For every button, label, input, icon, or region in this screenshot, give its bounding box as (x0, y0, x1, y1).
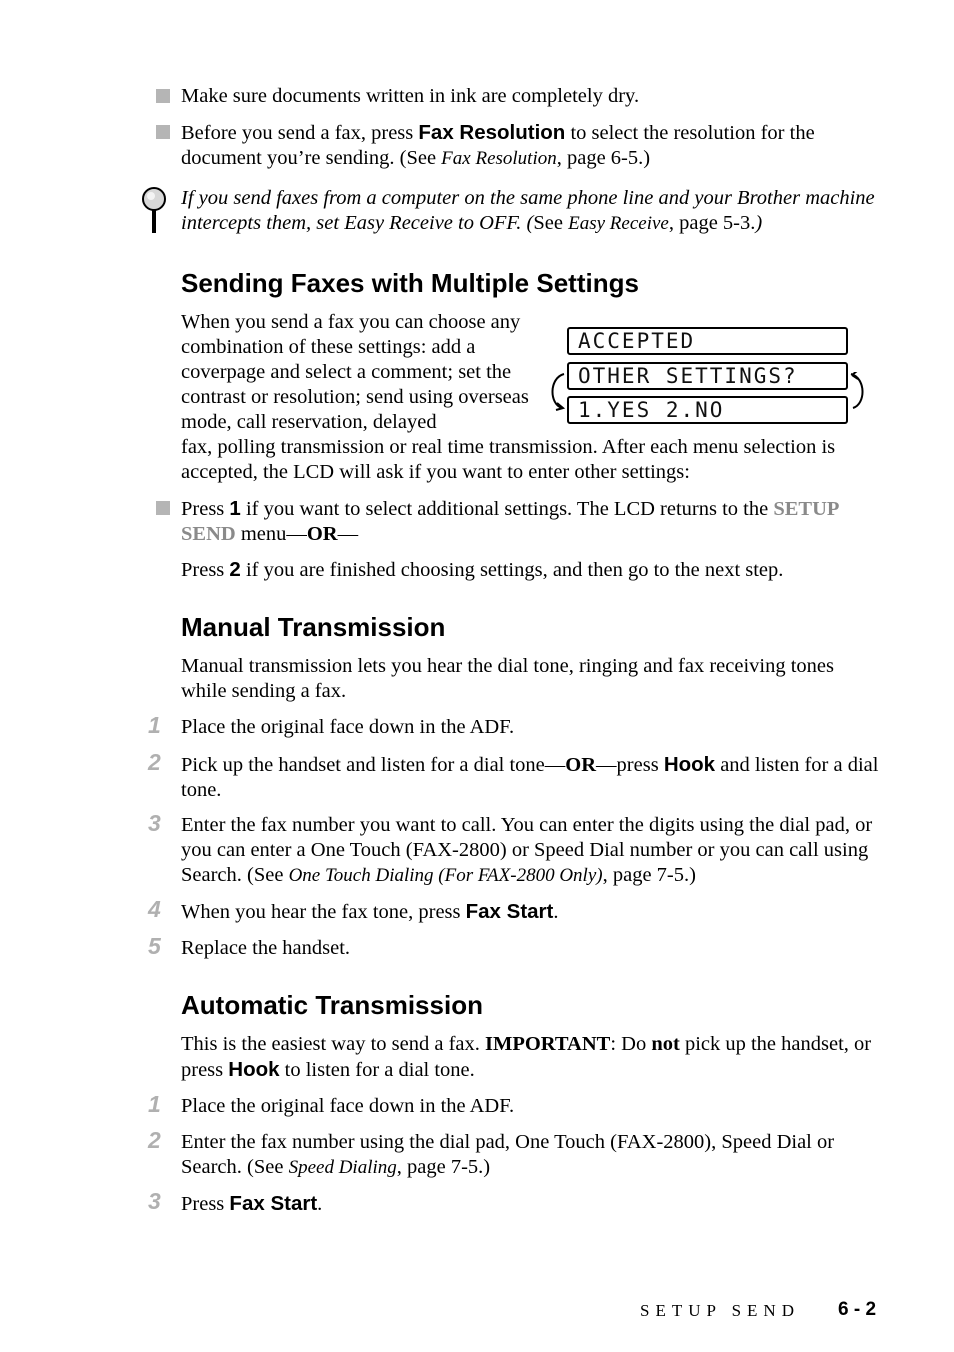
text-run: , page 7-5.) (602, 864, 696, 886)
key-fax-start: Fax Start (465, 900, 554, 923)
key-hook: Hook (228, 1058, 280, 1081)
paragraph (181, 310, 541, 435)
section-heading: Automatic Transmission (181, 990, 483, 1020)
step-number: 1 (148, 1091, 161, 1117)
text-run: . (553, 901, 559, 923)
step-text (181, 1094, 881, 1119)
text-run: , page 7-5.) (396, 1156, 491, 1178)
text-run: See (533, 212, 569, 234)
bullet-text (181, 120, 881, 171)
bullet-text (181, 496, 881, 547)
section-heading: Sending Faxes with Multiple Settings (181, 268, 639, 298)
or-text: OR (565, 754, 597, 776)
text-run: if you want to select additional settings. The LCD returns to the (240, 498, 774, 520)
text-run: . (317, 1193, 323, 1215)
text-run: fax, polling transmission or real time transmission. After each menu selection is accepted, the LCD will ask if you want to enter other settings: (181, 436, 836, 483)
footer-page-number: 6 - 2 (838, 1299, 877, 1320)
text-run: Enter the fax number using the dial pad, One Touch (FAX-2800), Speed Dial or Search. (See (181, 1131, 835, 1178)
bullet-marker (156, 89, 170, 103)
step-text (181, 899, 881, 925)
text-run: , page 5-3. (668, 212, 756, 234)
lcd-text: 1.YES 2.NO (578, 398, 725, 422)
menu-name: SETUP SEND (181, 498, 839, 545)
text-run: If you send faxes from a computer on the same phone line and your Brother machine intercepts them, set Easy Receive to OFF. ( (181, 187, 875, 234)
key-hook: Hook (663, 753, 716, 776)
step-text (181, 715, 881, 740)
note-pin-icon (140, 186, 168, 236)
text-run: , page 6-5.) (556, 147, 651, 169)
text-run: When you send a fax you can choose any combination of these settings: add a coverpage and select a comment; set the contrast or resolution; send using overseas mode, call reservation, delayed (181, 311, 529, 433)
text-run: : Do (610, 1033, 652, 1055)
text-run: Place the original face down in the ADF. (181, 1095, 515, 1117)
bullet-marker (156, 125, 170, 139)
text-run: Manual transmission lets you hear the dial tone, ringing and fax receiving tones while sending a fax. (181, 655, 834, 702)
text-run: When you hear the fax tone, press (181, 901, 466, 923)
cross-reference: Easy Receive (568, 213, 669, 234)
lcd-line-1 (567, 327, 848, 355)
paragraph (181, 557, 881, 583)
step-number: 3 (148, 810, 161, 836)
step-number: 5 (148, 933, 161, 959)
text-run: to listen for a dial tone. (279, 1059, 475, 1081)
text-run: Press (181, 559, 230, 581)
key-fax-start: Fax Start (229, 1192, 318, 1215)
key-2: 2 (229, 558, 241, 581)
cross-reference: Speed Dialing (288, 1157, 397, 1178)
emphasis-text: not (651, 1033, 680, 1055)
text-run: to select the resolution for the document you’re sending. (See (181, 122, 815, 169)
paragraph (181, 654, 881, 704)
lcd-line-2 (567, 362, 848, 390)
curved-arrow-right-icon (848, 372, 868, 412)
step-text (181, 1130, 881, 1180)
key-1: 1 (229, 497, 241, 520)
text-run: —press (596, 754, 664, 776)
curved-arrow-left-icon (547, 372, 567, 412)
step-text (181, 1191, 881, 1217)
text-run: This is the easiest way to send a fax. (181, 1033, 486, 1055)
bullet-text (181, 84, 881, 109)
footer-section-label: SETUP SEND (640, 1301, 800, 1320)
text-run: pick up the handset, or press (181, 1033, 872, 1081)
important-text: IMPORTANT (485, 1033, 611, 1055)
key-fax-resolution: Fax Resolution (418, 121, 566, 144)
text-run: Place the original face down in the ADF. (181, 716, 515, 738)
paragraph (181, 1032, 881, 1083)
text-run: Enter the fax number you want to call. You can enter the digits using the dial pad, or you can enter a One Touch (FAX-2800) or Speed Dial number or you can call using Search. (See (181, 814, 873, 886)
bullet-marker (156, 501, 170, 515)
section-heading: Manual Transmission (181, 612, 446, 642)
step-number: 2 (148, 749, 161, 775)
text-run: Replace the handset. (181, 937, 351, 959)
step-number: 1 (148, 712, 161, 738)
text-run: Pick up the handset and listen for a dial tone— (181, 754, 566, 776)
step-text (181, 936, 881, 961)
cross-reference: One Touch Dialing (For FAX-2800 Only) (288, 865, 603, 886)
text-run: and listen for a dial tone. (181, 754, 879, 801)
paragraph (181, 435, 881, 485)
step-text (181, 752, 881, 803)
text-run: Before you send a fax, press (181, 122, 419, 144)
text-run: — (337, 523, 359, 545)
lcd-text: OTHER SETTINGS? (578, 364, 798, 388)
text-run: ) (755, 212, 763, 234)
step-number: 3 (148, 1188, 161, 1214)
step-text (181, 813, 881, 888)
or-text: OR (306, 523, 338, 545)
text-run: if you are finished choosing settings, and then go to the next step. (240, 559, 784, 581)
step-number: 2 (148, 1127, 161, 1153)
text-run: Press (181, 498, 230, 520)
text-run: Press (181, 1193, 230, 1215)
lcd-text: ACCEPTED (578, 329, 696, 353)
step-number: 4 (148, 896, 161, 922)
text-run: menu— (235, 523, 307, 545)
note-text (181, 186, 881, 236)
lcd-line-3 (567, 396, 848, 424)
cross-reference: Fax Resolution (441, 148, 557, 169)
bullet-1-text: Make sure documents written in ink are completely dry. (181, 85, 640, 107)
